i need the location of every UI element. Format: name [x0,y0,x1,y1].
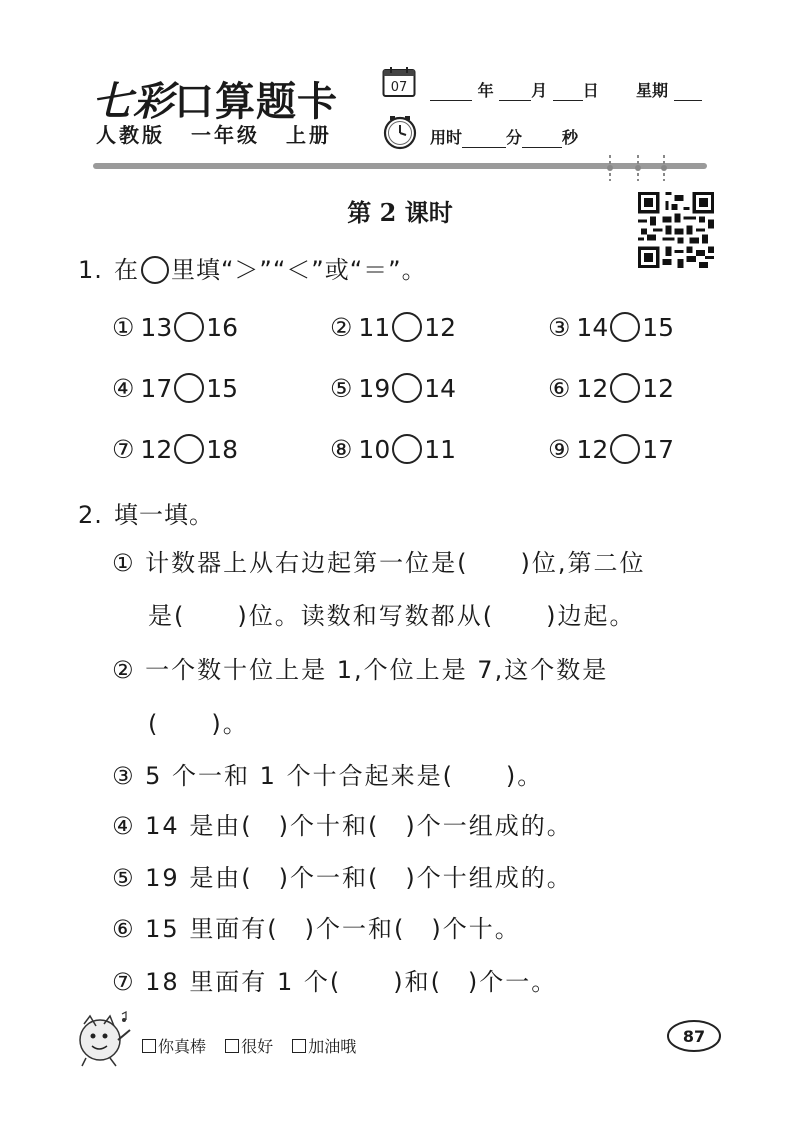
q2-line-5: ③ 5 个一和 1 个十合起来是( )。 [112,762,544,790]
calendar-icon [382,66,416,98]
q2-line-8: ⑥ 15 里面有( )个一和( )个十。 [112,915,521,943]
time-used-line [430,125,578,148]
answer-circle[interactable] [610,373,640,403]
check-label: 很好 [241,1037,274,1056]
q1-text-b: 里填“＞”“＜”或“＝”。 [171,256,427,284]
edition-grade: 一年级 [190,123,260,147]
time-used-label: 用时 [430,128,463,147]
item-a: 17 [140,374,173,403]
q1-text-a: 在 [114,256,139,284]
compare-item-7 [112,434,238,464]
compare-item-2 [330,312,456,342]
brand-part-b: 口算题卡 [174,79,338,125]
item-label: ⑤ [330,374,353,403]
day-label: 日 [582,81,599,100]
mascot-icon [70,1006,136,1068]
q2-line-6: ④ 14 是由( )个十和( )个一组成的。 [112,812,573,840]
item-label: ③ [548,313,571,342]
clock-icon [382,114,418,150]
edition-volume: 上册 [285,123,332,147]
q2-line-7: ⑤ 19 是由( )个一和( )个十组成的。 [112,864,573,892]
q2-title [78,495,214,530]
checkbox-icon[interactable] [292,1039,306,1053]
compare-item-3 [548,312,674,342]
item-b: 15 [642,313,675,342]
item-a: 12 [140,435,173,464]
item-label: ⑦ [112,435,135,464]
circle-blank-icon [141,256,169,284]
item-b: 12 [642,374,675,403]
minute-label: 分 [506,128,523,147]
compare-item-5 [330,373,456,403]
item-label: ① [112,313,135,342]
compare-item-9 [548,434,674,464]
item-a: 12 [576,435,609,464]
qr-code-icon[interactable] [638,192,714,268]
check-keep-going[interactable] [292,1037,356,1056]
item-a: 11 [358,313,391,342]
edition-publisher: 人教版 [96,123,165,147]
q2-line-4: ( )。 [148,710,249,738]
binder-rings-icon [602,153,672,183]
item-b: 17 [642,435,675,464]
compare-item-6 [548,373,674,403]
q2-line-9: ⑦ 18 里面有 1 个( )和( )个一。 [112,968,558,996]
second-label: 秒 [562,128,579,147]
answer-circle[interactable] [392,312,422,342]
date-fill-line [430,78,702,101]
item-b: 15 [206,374,239,403]
q2-number: 2. [78,501,103,529]
check-great[interactable] [142,1037,206,1056]
item-label: ② [330,313,353,342]
item-b: 18 [206,435,239,464]
check-label: 你真棒 [158,1037,207,1056]
q2-line-2: 是( )位。读数和写数都从( )边起。 [148,602,636,630]
brand-part-a: 七彩 [92,78,174,125]
answer-circle[interactable] [174,312,204,342]
self-evaluation [142,1034,370,1057]
check-good[interactable] [225,1037,273,1056]
item-b: 16 [206,313,239,342]
answer-circle[interactable] [392,434,422,464]
lesson-title: 第 2 课时 [347,198,453,227]
q1-title [78,250,427,285]
check-label: 加油哦 [308,1037,357,1056]
weekday-label: 星期 [635,81,668,100]
answer-circle[interactable] [174,373,204,403]
answer-circle[interactable] [610,434,640,464]
item-b: 14 [424,374,457,403]
edition-line [96,119,348,148]
checkbox-icon[interactable] [225,1039,239,1053]
item-a: 13 [140,313,173,342]
item-a: 12 [576,374,609,403]
calendar-day: 07 [390,80,408,95]
compare-item-1 [112,312,238,342]
item-a: 19 [358,374,391,403]
item-label: ⑨ [548,435,571,464]
item-label: ⑥ [548,374,571,403]
year-label: 年 [477,81,494,100]
item-label: ④ [112,374,135,403]
item-a: 10 [358,435,391,464]
q2-text: 填一填。 [114,501,214,529]
q2-line-3: ② 一个数十位上是 1,个位上是 7,这个数是 [112,656,609,684]
item-b: 11 [424,435,457,464]
answer-circle[interactable] [392,373,422,403]
q1-number: 1. [78,256,103,284]
item-a: 14 [576,313,609,342]
page-number: 87 [682,1027,706,1046]
checkbox-icon[interactable] [142,1039,156,1053]
q2-line-1: ① 计数器上从右边起第一位是( )位,第二位 [112,549,646,577]
item-b: 12 [424,313,457,342]
item-label: ⑧ [330,435,353,464]
compare-item-4 [112,373,238,403]
answer-circle[interactable] [610,312,640,342]
compare-item-8 [330,434,456,464]
answer-circle[interactable] [174,434,204,464]
month-label: 月 [531,81,548,100]
